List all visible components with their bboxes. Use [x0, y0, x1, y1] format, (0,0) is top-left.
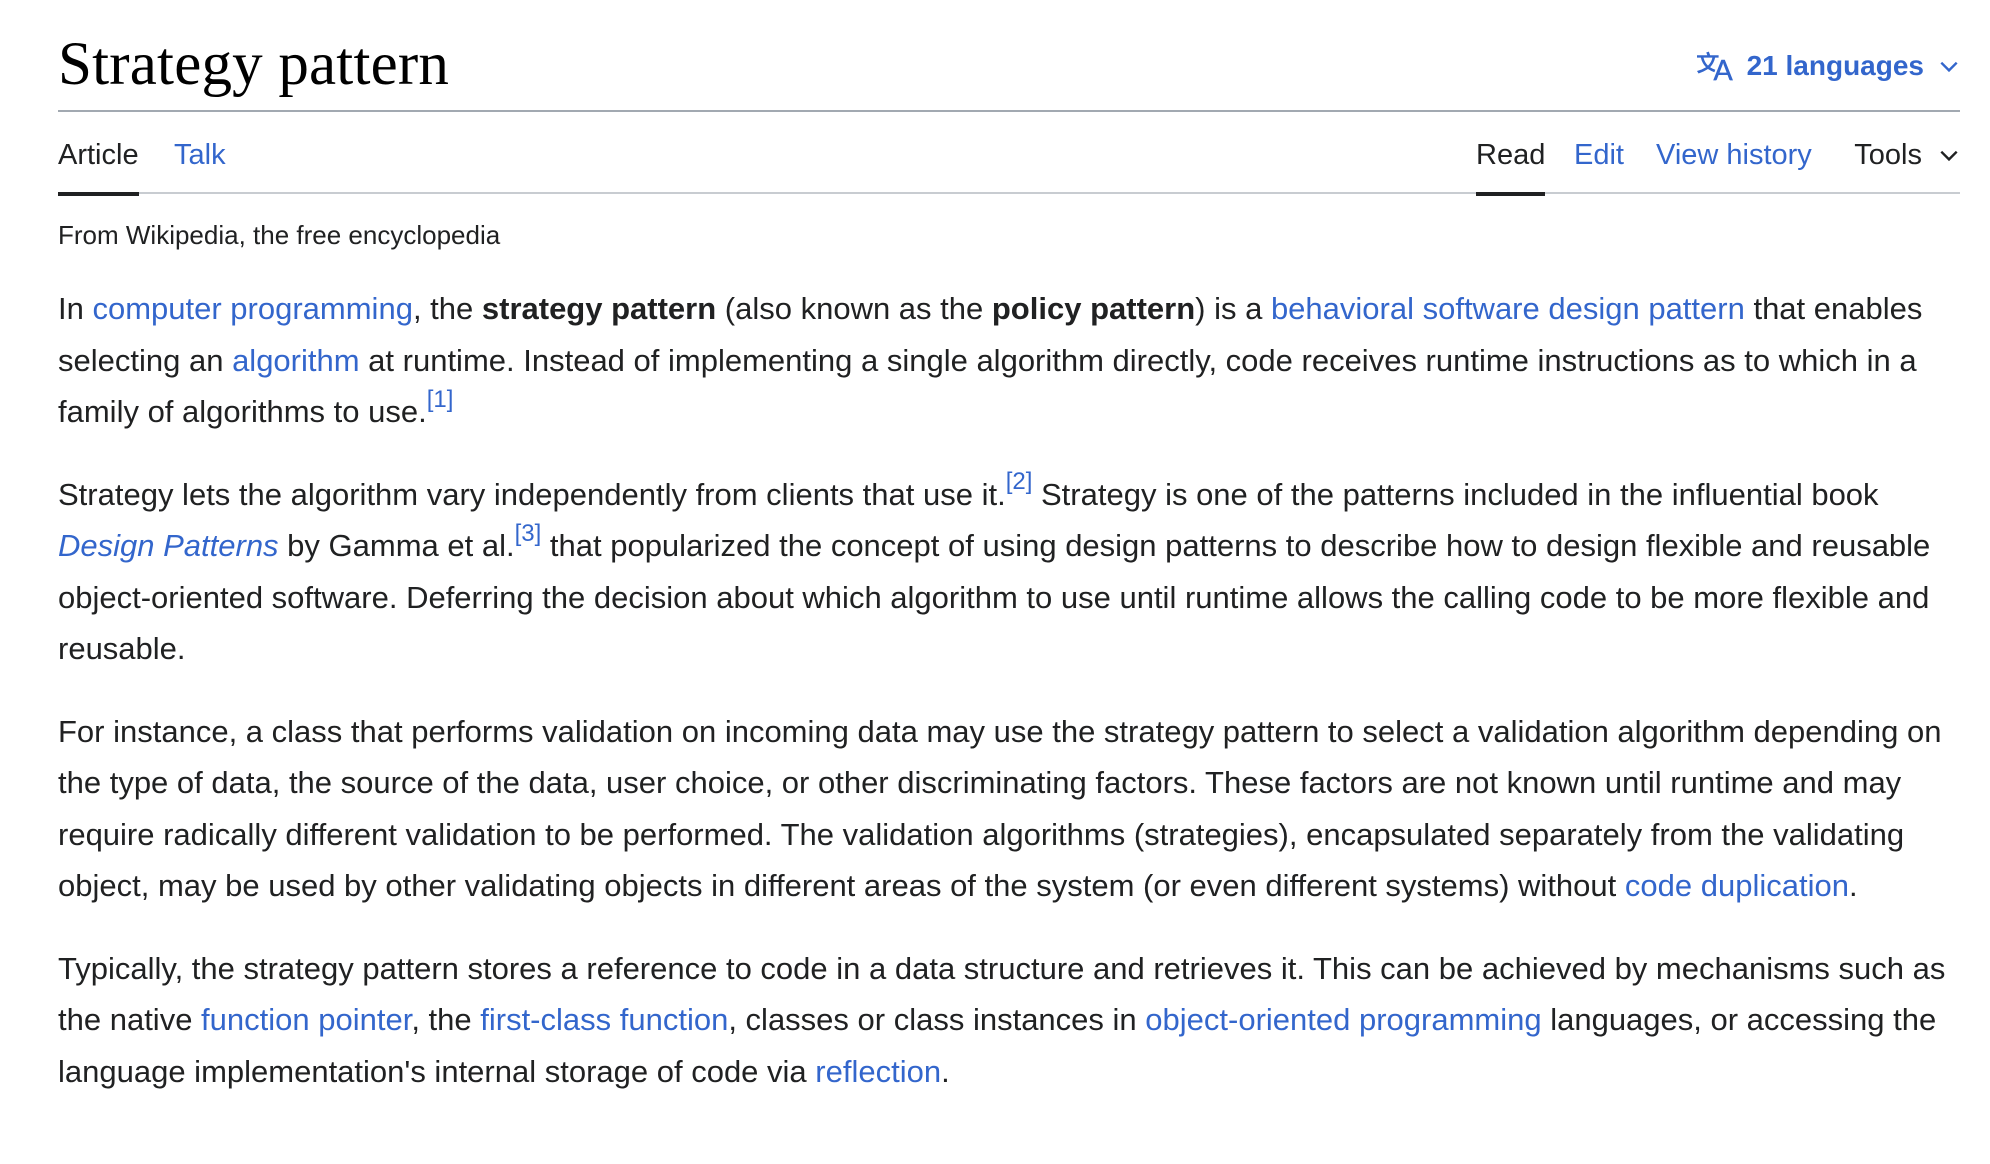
reference-3[interactable]: [3]: [514, 519, 542, 547]
text: ) is a: [1195, 291, 1271, 326]
link-reflection[interactable]: reflection: [815, 1053, 942, 1089]
text: languages, or accessing the language implementation's internal storage of code via: [58, 1002, 1937, 1089]
reference-2[interactable]: [2]: [1005, 468, 1033, 496]
text: (also known as the: [716, 291, 992, 326]
page-title: Strategy pattern: [58, 31, 450, 98]
link-algorithm[interactable]: algorithm: [232, 342, 360, 378]
tab-read[interactable]: Read: [1476, 138, 1545, 196]
text: that popularized the concept of using design patterns to describe how to design flexible and reusable object-oriented software. Deferring the decision about which algorithm to use until runtime allows the calling code to be more flexible and reusable.: [58, 528, 1931, 666]
tools-menu[interactable]: [1854, 138, 1960, 173]
bold-policy-pattern: policy pattern: [991, 291, 1196, 326]
tools-label: Tools: [1854, 139, 1922, 171]
heading-row: [58, 0, 1960, 112]
text: .: [1848, 868, 1858, 903]
text: , the: [412, 291, 482, 326]
paragraph-3: [58, 706, 1960, 912]
paragraph-2: [58, 469, 1960, 675]
chevron-down-icon: [1938, 144, 1960, 166]
text: , the: [411, 1002, 481, 1037]
link-first-class-function[interactable]: first-class function: [480, 1002, 729, 1037]
link-computer-programming[interactable]: computer programming: [92, 291, 413, 326]
chevron-down-icon: [1938, 55, 1960, 77]
article-content: [58, 283, 1960, 1097]
link-design-patterns[interactable]: Design Patterns: [58, 528, 279, 563]
reference-1[interactable]: [1]: [426, 385, 454, 413]
text: Strategy lets the algorithm vary independently from clients that use it.: [58, 476, 1006, 512]
paragraph-1: [58, 283, 1960, 438]
link-function-pointer[interactable]: function pointer: [201, 1002, 412, 1037]
text: at runtime. Instead of implementing a single algorithm directly, code receives runtime instructions as to which in a family of algorithms to use.: [58, 342, 1917, 429]
bold-strategy-pattern: strategy pattern: [481, 291, 717, 326]
languages-label: 21 languages: [1746, 50, 1924, 81]
text: In: [58, 291, 93, 326]
link-object-oriented-programming[interactable]: object-oriented programming: [1145, 1002, 1542, 1037]
tab-talk[interactable]: Talk: [174, 139, 226, 171]
link-behavioral-design-pattern[interactable]: behavioral software design pattern: [1270, 291, 1745, 326]
languages-button[interactable]: [1697, 48, 1960, 84]
site-tagline: From Wikipedia, the free encyclopedia: [58, 220, 501, 250]
tab-edit[interactable]: Edit: [1574, 139, 1624, 171]
text: , classes or class instances in: [728, 1002, 1146, 1037]
text: Strategy is one of the patterns included in the influential book: [1032, 476, 1879, 512]
text: Typically, the strategy pattern stores a reference to code in a data structure and retrieves it. This can be achieved by mechanisms such as the native: [58, 950, 1946, 1037]
page: [58, 0, 1960, 1128]
paragraph-4: [58, 943, 1960, 1098]
text: by Gamma et al.: [278, 528, 515, 563]
text: .: [941, 1053, 950, 1089]
tab-view-history[interactable]: View history: [1656, 139, 1812, 171]
tabs-row: [58, 112, 1960, 194]
translate-icon: [1697, 48, 1733, 84]
tab-article[interactable]: Article: [58, 138, 139, 196]
text: that enables selecting an: [58, 291, 1923, 378]
link-code-duplication[interactable]: code duplication: [1624, 868, 1849, 903]
text: For instance, a class that performs validation on incoming data may use the strategy pattern to select a validation algorithm depending on the type of data, the source of the data, user choice, or other discriminating factors. These factors are not known until runtime and may require radically different validation to be performed. The validation algorithms (strategies), encapsulated separately from the validating object, may be used by other validating objects in different areas of the system (or even different systems) without: [58, 713, 1942, 903]
